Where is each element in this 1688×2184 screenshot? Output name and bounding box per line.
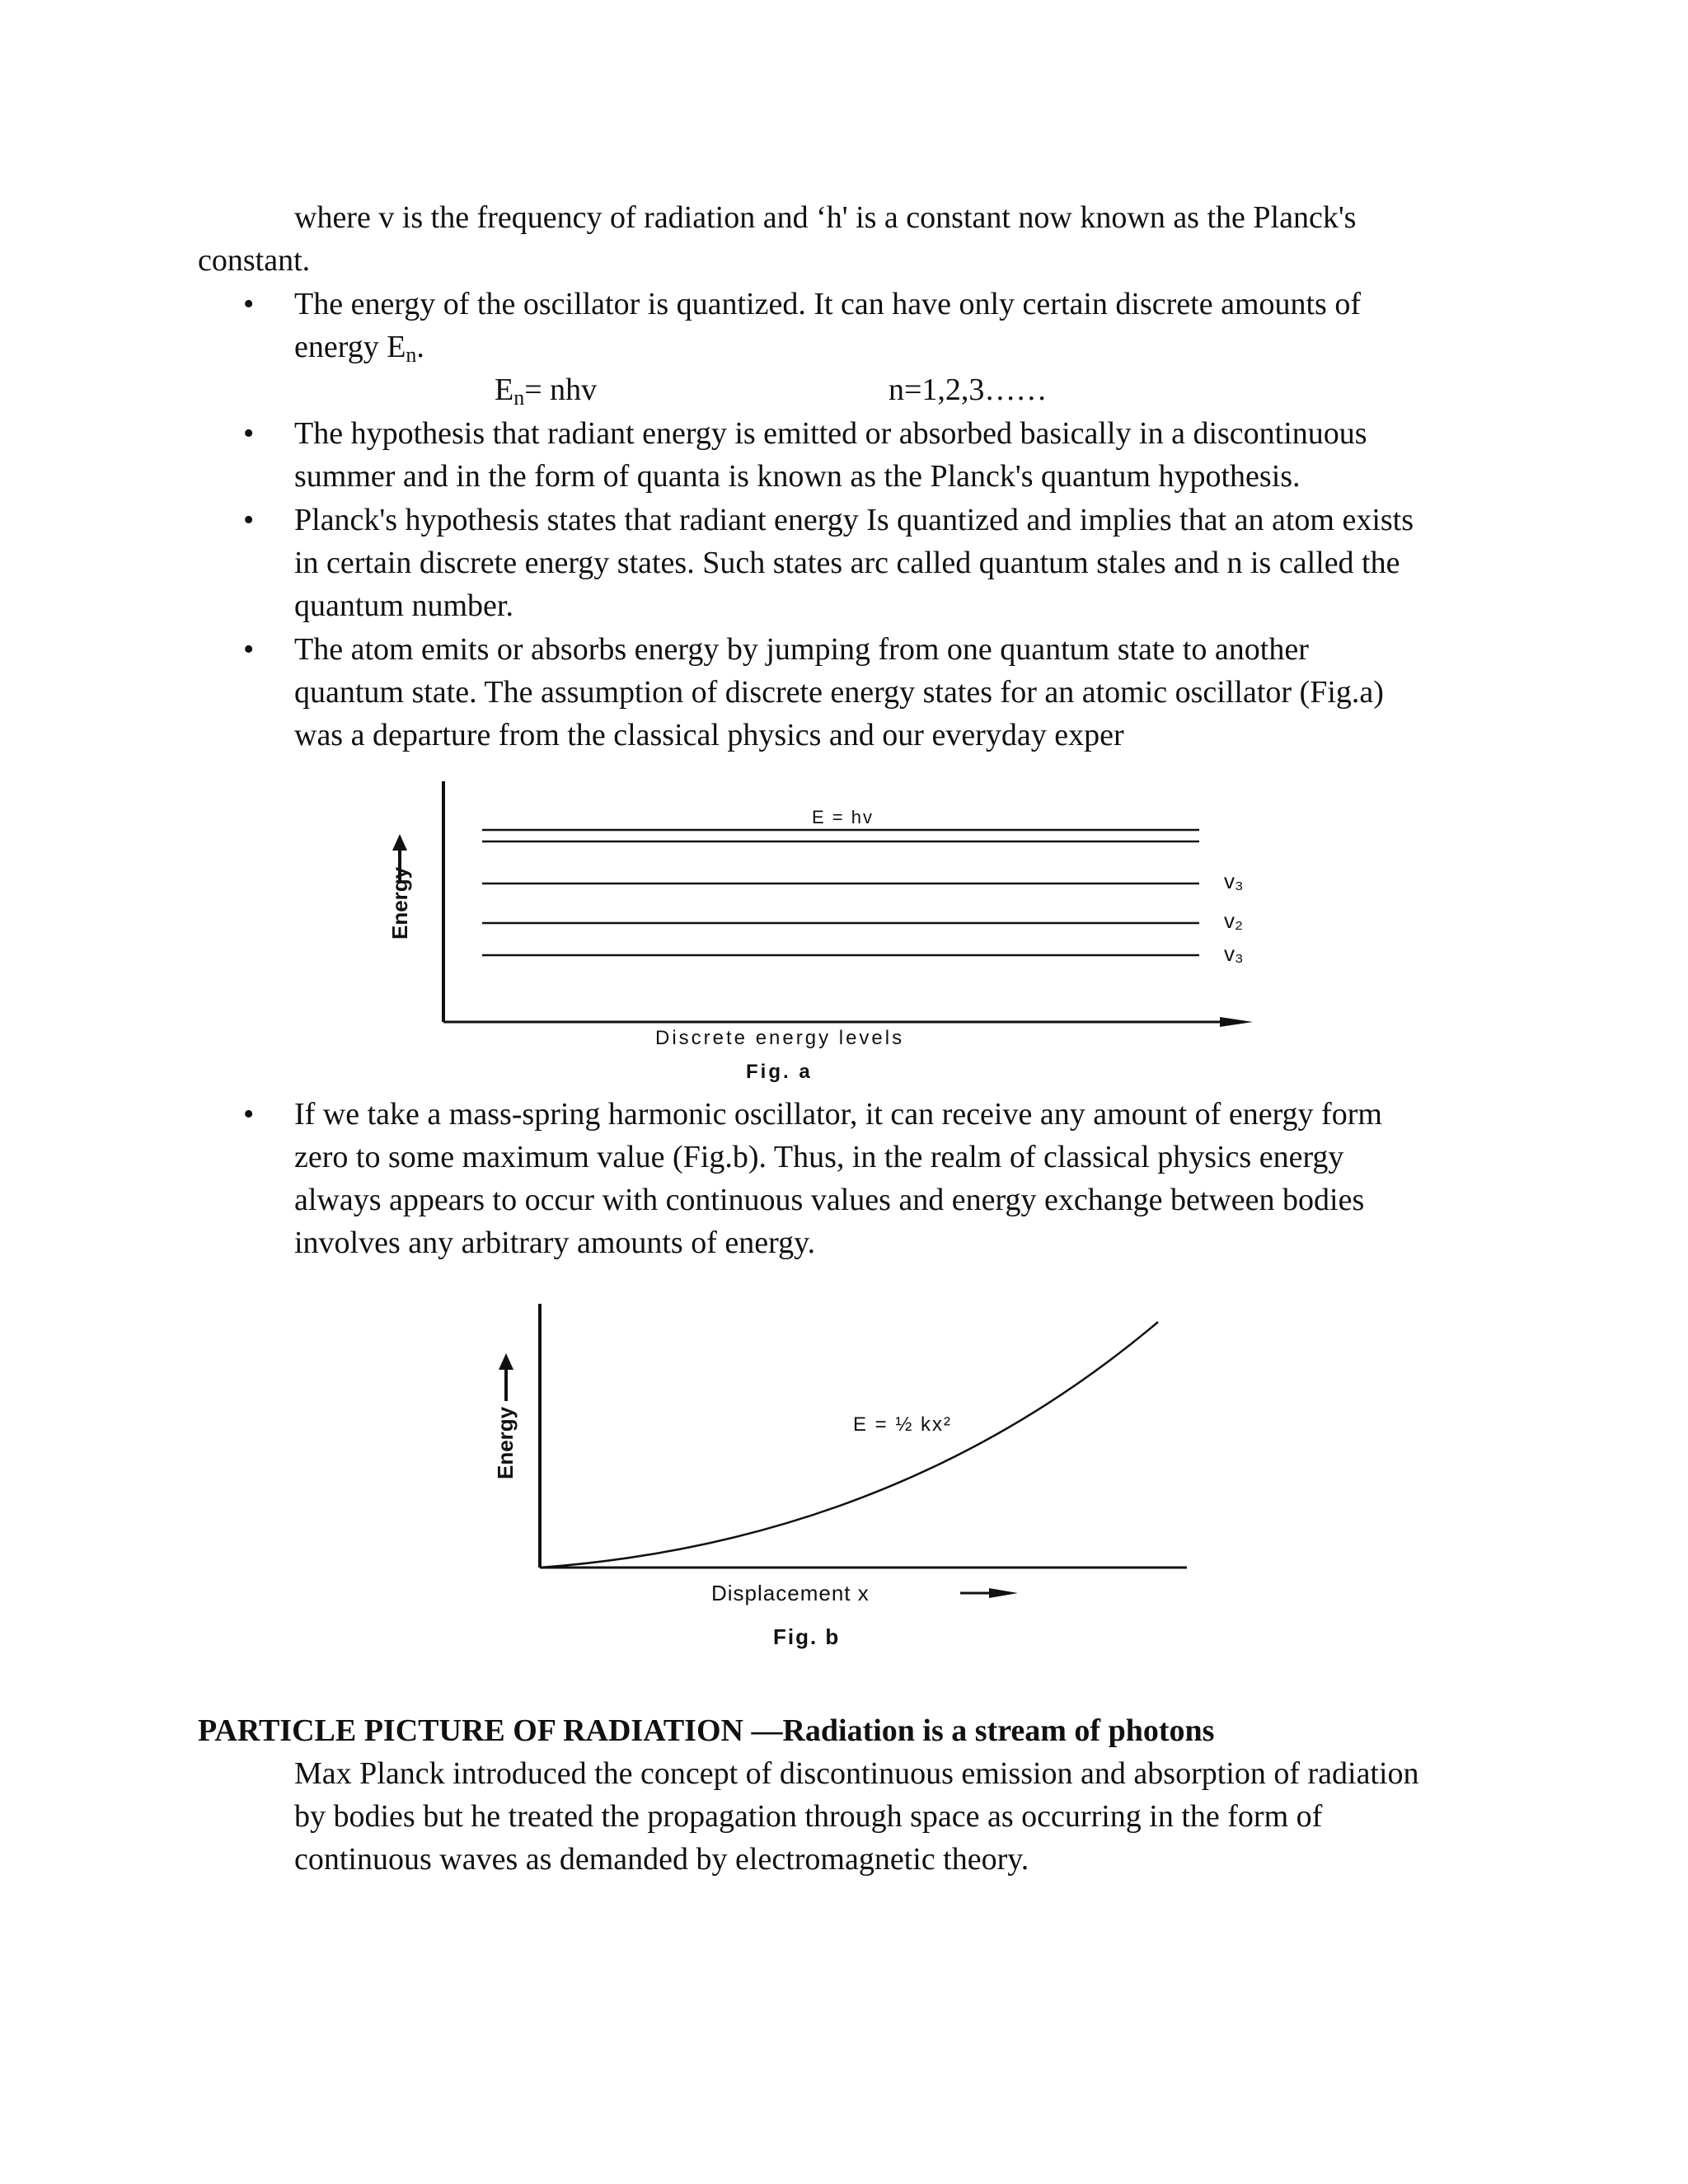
fig-a-level-label: v₂: [1224, 908, 1244, 933]
quantum-number-range: n=1,2,3……: [889, 373, 1048, 407]
bullet-5-line-4: involves any arbitrary amounts of energy.: [294, 1226, 816, 1260]
fig-b-caption: Fig. b: [773, 1624, 841, 1649]
bullet-1-line-1: The energy of the oscillator is quantized. It can have only certain discrete amounts of: [294, 287, 1362, 321]
bullet-marker: •: [243, 287, 255, 321]
bullet-5-line-3: always appears to occur with continuous values and energy exchange between bodies: [294, 1183, 1365, 1217]
fig-a-top-label: E = hv: [812, 807, 874, 827]
bullet-1-line-2: energy $E_n$.: [294, 330, 424, 367]
bullet-marker: •: [243, 632, 255, 667]
fig-b-x-label: Displacement x: [711, 1581, 870, 1605]
bullet-5-line-1: If we take a mass-spring harmonic oscillator, it can receive any amount of energy form: [294, 1097, 1382, 1132]
intro-line-1: where v is the frequency of radiation and ‘h' is a constant now known as the Planck's: [294, 200, 1357, 235]
energy-equation: $E_n=$ nhv: [495, 373, 598, 410]
fig-b-curve-label: E = ½ kx²: [853, 1413, 953, 1436]
fig-b-y-arrowhead-icon: [499, 1353, 513, 1370]
bullet-3-line-2: in certain discrete energy states. Such states arc called quantum stales and n is called the: [294, 546, 1400, 580]
fig-a-level-label: v₃: [1224, 941, 1244, 966]
bullet-5-line-2: zero to some maximum value (Fig.b). Thus, in the realm of classical physics energy: [294, 1140, 1344, 1174]
fig-a-x-arrow-icon: [1220, 1017, 1253, 1027]
fig-b-y-label: Energy: [493, 1406, 518, 1479]
fig-a-x-label: Discrete energy levels: [655, 1027, 905, 1049]
fig-a-y-label: Energy: [387, 866, 412, 940]
bullet-marker: •: [243, 416, 255, 451]
bullet-marker: •: [243, 1097, 255, 1132]
section-line-3: continuous waves as demanded by electromagnetic theory.: [294, 1842, 1029, 1877]
section-line-2: by bodies but he treated the propagation through space as occurring in the form of: [294, 1799, 1323, 1834]
fig-a-level-label: v₃: [1224, 869, 1244, 893]
fig-b-x-arrowhead-icon: [989, 1588, 1018, 1598]
bullet-3-line-1: Planck's hypothesis states that radiant energy Is quantized and implies that an atom exists: [294, 503, 1414, 537]
bullet-marker: •: [243, 503, 255, 537]
bullet-4-line-2: quantum state. The assumption of discrete energy states for an atomic oscillator (Fig.a): [294, 675, 1384, 710]
fig-a-y-arrowhead-icon: [392, 834, 407, 851]
bullet-2-line-2: summer and in the form of quanta is known as the Planck's quantum hypothesis.: [294, 459, 1301, 494]
fig-a-caption: Fig. a: [746, 1061, 813, 1083]
figure-b-oscillator-energy: [470, 1294, 1212, 1657]
fig-b-energy-curve: [540, 1322, 1158, 1568]
bullet-4-line-3: was a departure from the classical physics and our everyday exper: [294, 718, 1124, 752]
intro-line-2: constant.: [198, 243, 311, 278]
bullet-3-line-3: quantum number.: [294, 588, 513, 623]
bullet-4-line-1: The atom emits or absorbs energy by jumping from one quantum state to another: [294, 632, 1309, 667]
figure-a-energy-levels: [363, 775, 1311, 1088]
section-line-1: Max Planck introduced the concept of discontinuous emission and absorption of radiation: [294, 1756, 1419, 1791]
section-heading: PARTICLE PICTURE OF RADIATION —Radiation is a stream of photons: [198, 1713, 1215, 1748]
bullet-2-line-1: The hypothesis that radiant energy is emitted or absorbed basically in a discontinuous: [294, 416, 1367, 451]
